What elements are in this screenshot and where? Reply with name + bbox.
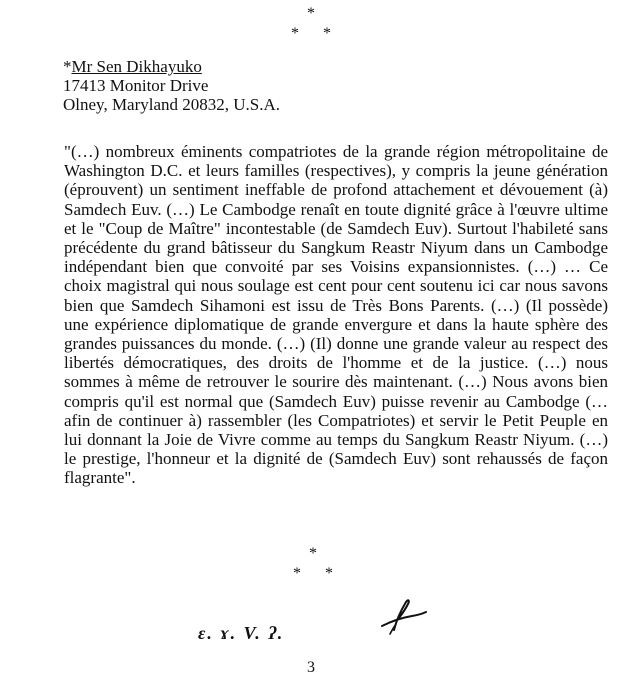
asterism-star: * [291,25,299,42]
asterism-star: * [307,5,315,22]
asterism-star: * [293,565,301,582]
footnote-star: * [63,57,72,76]
sender-street: 17413 Monitor Drive [63,76,209,95]
sender-city: Olney, Maryland 20832, U.S.A. [63,95,281,114]
sender-address [63,57,280,114]
sender-name-line [63,57,280,76]
top-asterism [283,6,343,42]
asterism-star: * [309,545,317,562]
page-number: 3 [307,659,315,676]
bottom-asterism [285,546,345,582]
sender-name: Mr Sen Dikhayuko [71,57,202,76]
signature-mark [372,596,432,636]
asterism-star: * [325,565,333,582]
asterism-star: * [323,25,331,42]
handwritten-initials: ɛ. ɤ. V. ʔ. [198,623,285,643]
quoted-letter-text: "(…) nombreux éminents compatriotes de la grande région métropolitaine de Washington D.C. et leurs familles (respectives), y compris la jeune génération (éprouvent) un sentiment ineffable de profond attachement et dévouement (à) Samdech Euv. (…) Le Cambodge renaît en toute dignité grâce à l'œuvre ultime et le "Coup de Maître" incontestable (de Samdech Euv). Surtout l'habileté sans précédente du grand bâtisseur du Sangkum Reastr Niyum dans un Cambodge indépendant bien que convoité par ses Voisins expansionnistes. (…) … Ce choix magistral qui nous soulage est cent pour cent soutenu ici car nous savons bien que Samdech Sihamoni est issu de Très Bons Parents. (…) (Il possède) une expérience diplomatique de grande envergure et dans la haute sphère des grandes puissances du monde. (…) (Il) donne une grande valeur au respect des libertés démocratiques, des droits de l'homme et de la justice. (…) nous sommes à même de retrouver le sourire dès maintenant. (…) Nous avons bien compris qu'il est normal que (Samdech Euv) puisse revenir au Cambodge (… afin de continuer à) rassembler (les Compatriotes) et servir le Petit Peuple en lui donnant la Joie de Vivre comme au temps du Sangkum Reastr Niyum. (…) le prestige, l'honneur et la dignité de (Samdech Euv) sont rehaussés de façon flagrante". [64,142,608,488]
